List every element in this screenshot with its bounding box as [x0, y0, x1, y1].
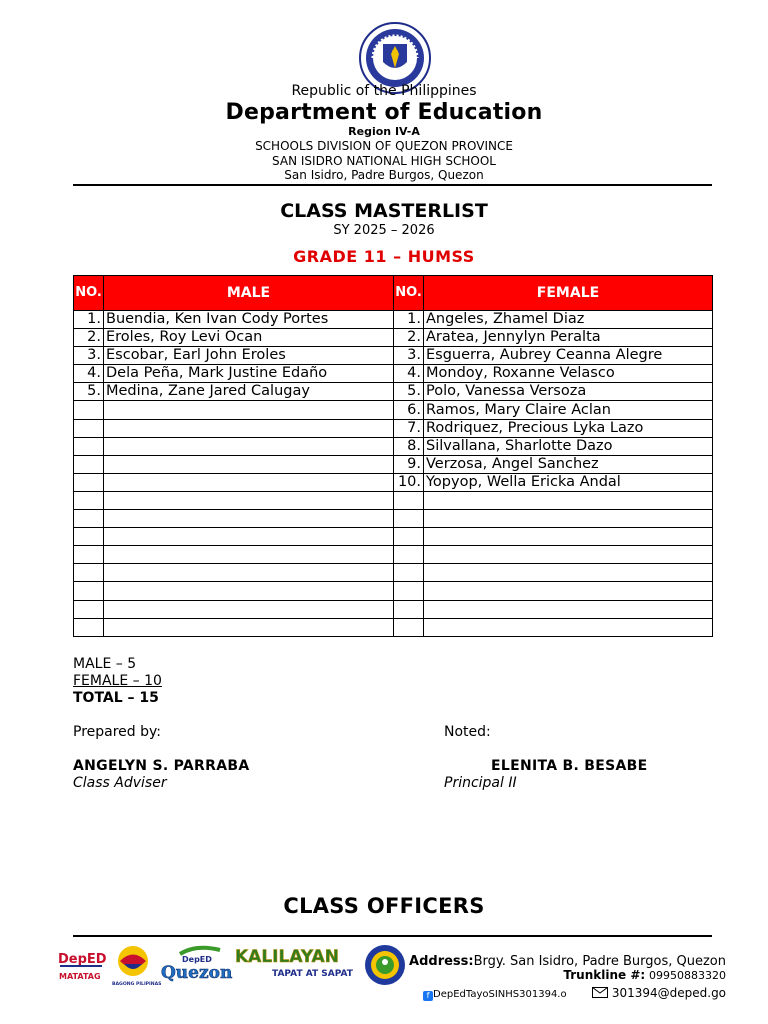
trunkline-value: 09950883320 — [649, 969, 726, 982]
male-no-cell — [74, 455, 104, 473]
kalilayan-logo — [234, 944, 360, 984]
female-name-cell — [424, 491, 713, 509]
female-header: FEMALE — [424, 276, 713, 311]
female-name-cell: Aratea, Jennylyn Peralta — [424, 329, 713, 347]
male-name-cell — [104, 582, 394, 600]
female-count: FEMALE – 10 — [73, 673, 162, 689]
table-row — [74, 329, 713, 347]
footer-facebook[interactable] — [423, 989, 567, 1001]
deped-matatag-icon — [56, 944, 106, 986]
table-row — [74, 528, 713, 546]
female-name-cell: Rodriquez, Precious Lyka Lazo — [424, 419, 713, 437]
male-no-cell: 3. — [74, 347, 104, 365]
male-no-cell: 5. — [74, 383, 104, 401]
male-no-cell — [74, 401, 104, 419]
male-no-cell — [74, 419, 104, 437]
female-no-cell: 5. — [394, 383, 424, 401]
table-row — [74, 437, 713, 455]
male-name-cell: Medina, Zane Jared Calugay — [104, 383, 394, 401]
male-name-cell: Buendia, Ken Ivan Cody Portes — [104, 311, 394, 329]
table-row — [74, 401, 713, 419]
department-title: Department of Education — [225, 100, 543, 125]
female-name-cell — [424, 564, 713, 582]
female-name-cell — [424, 600, 713, 618]
footer-address — [409, 954, 726, 969]
female-no-cell: 9. — [394, 455, 424, 473]
male-no-cell — [74, 564, 104, 582]
facebook-icon: f — [423, 991, 433, 1001]
female-no-cell — [394, 582, 424, 600]
female-name-cell — [424, 528, 713, 546]
female-no-cell — [394, 546, 424, 564]
footer-trunkline — [563, 968, 726, 982]
male-name-cell — [104, 401, 394, 419]
male-no-cell — [74, 582, 104, 600]
female-name-cell — [424, 582, 713, 600]
table-header-row — [74, 276, 713, 311]
prepared-by-label: Prepared by: — [73, 724, 161, 740]
male-name-cell — [104, 491, 394, 509]
female-name-cell: Esguerra, Aubrey Ceanna Alegre — [424, 347, 713, 365]
table-row — [74, 510, 713, 528]
republic-text: Republic of the Philippines — [291, 83, 477, 99]
table-row — [74, 347, 713, 365]
document-title: CLASS MASTERLIST — [280, 200, 488, 222]
table-row — [74, 546, 713, 564]
male-no-cell — [74, 528, 104, 546]
female-no-cell: 10. — [394, 473, 424, 491]
female-no-cell: 4. — [394, 365, 424, 383]
female-no-cell — [394, 528, 424, 546]
header-divider — [73, 184, 712, 186]
footer-divider — [73, 935, 712, 937]
male-no-cell — [74, 437, 104, 455]
school-seal-icon — [364, 944, 406, 986]
school-address: San Isidro, Padre Burgos, Quezon — [284, 168, 484, 182]
female-no-cell — [394, 564, 424, 582]
male-name-cell: Dela Peña, Mark Justine Edaño — [104, 365, 394, 383]
female-name-cell: Ramos, Mary Claire Aclan — [424, 401, 713, 419]
school-name: SAN ISIDRO NATIONAL HIGH SCHOOL — [272, 154, 496, 168]
female-name-cell: Yopyop, Wella Ericka Andal — [424, 473, 713, 491]
table-row — [74, 419, 713, 437]
male-no-cell: 4. — [74, 365, 104, 383]
table-row — [74, 564, 713, 582]
table-row — [74, 618, 713, 636]
noted-label: Noted: — [444, 724, 491, 740]
adviser-name: ANGELYN S. PARRABA — [73, 758, 250, 774]
male-no-cell — [74, 546, 104, 564]
deped-matatag-logo — [56, 944, 106, 986]
class-officers-title: CLASS OFFICERS — [283, 894, 485, 918]
email-address: 301394@deped.go — [611, 986, 727, 1000]
male-no-cell: 1. — [74, 311, 104, 329]
female-name-cell — [424, 546, 713, 564]
table-row — [74, 582, 713, 600]
bagong-pilipinas-text: BAGONG PILIPINAS — [112, 982, 162, 987]
table-row — [74, 491, 713, 509]
quezon-text: Quezon — [161, 963, 233, 983]
female-no-cell — [394, 491, 424, 509]
male-no-cell — [74, 473, 104, 491]
table-row — [74, 455, 713, 473]
male-no-cell: 2. — [74, 329, 104, 347]
address-value: Brgy. San Isidro, Padre Burgos, Quezon — [473, 954, 726, 969]
male-name-cell — [104, 528, 394, 546]
male-name-cell — [104, 510, 394, 528]
bagong-pilipinas-icon — [110, 944, 162, 988]
female-no-cell: 8. — [394, 437, 424, 455]
division-text: SCHOOLS DIVISION OF QUEZON PROVINCE — [255, 139, 513, 153]
table-row — [74, 473, 713, 491]
address-label: Address: — [409, 954, 474, 969]
principal-role: Principal II — [444, 775, 517, 791]
deped-quezon-logo — [160, 944, 232, 984]
school-logo — [364, 944, 406, 986]
female-name-cell — [424, 510, 713, 528]
matatag-text: MATATAG — [59, 972, 101, 981]
male-name-cell — [104, 473, 394, 491]
deped-quezon-icon — [160, 944, 232, 984]
female-name-cell: Angeles, Zhamel Diaz — [424, 311, 713, 329]
female-name-cell: Mondoy, Roxanne Velasco — [424, 365, 713, 383]
female-no-cell — [394, 600, 424, 618]
male-name-cell: Eroles, Roy Levi Ocan — [104, 329, 394, 347]
masterlist-table — [73, 275, 713, 637]
male-no-cell — [74, 618, 104, 636]
kalilayan-sub-text: TAPAT AT SAPAT — [272, 969, 353, 979]
female-no-cell: 2. — [394, 329, 424, 347]
male-name-cell — [104, 419, 394, 437]
table-row — [74, 311, 713, 329]
adviser-role: Class Adviser — [73, 775, 167, 791]
male-name-cell: Escobar, Earl John Eroles — [104, 347, 394, 365]
female-no-cell — [394, 510, 424, 528]
female-no-cell — [394, 618, 424, 636]
male-name-cell — [104, 455, 394, 473]
male-name-cell — [104, 564, 394, 582]
school-year: SY 2025 – 2026 — [333, 223, 435, 238]
trunkline-label: Trunkline #: — [563, 968, 646, 982]
male-count: MALE – 5 — [73, 656, 137, 672]
table-row — [74, 600, 713, 618]
male-name-cell — [104, 618, 394, 636]
male-no-cell — [74, 510, 104, 528]
female-no-cell: 6. — [394, 401, 424, 419]
principal-name: ELENITA B. BESABE — [491, 758, 648, 774]
region-text: Region IV-A — [348, 125, 420, 138]
male-no-header: NO. — [74, 276, 104, 311]
total-count: TOTAL – 15 — [73, 690, 159, 706]
facebook-handle: DepEdTayoSINHS301394.o — [433, 989, 567, 1000]
male-name-cell — [104, 600, 394, 618]
female-no-cell: 1. — [394, 311, 424, 329]
grade-section: GRADE 11 – HUMSS — [293, 247, 475, 266]
female-no-cell: 7. — [394, 419, 424, 437]
male-name-cell — [104, 437, 394, 455]
table-row — [74, 383, 713, 401]
kalilayan-icon — [234, 944, 360, 984]
mail-icon — [592, 987, 608, 998]
footer-email[interactable] — [592, 986, 726, 1000]
male-no-cell — [74, 600, 104, 618]
bagong-pilipinas-logo — [110, 944, 162, 988]
male-name-cell — [104, 546, 394, 564]
table-row — [74, 365, 713, 383]
male-no-cell — [74, 491, 104, 509]
female-no-header: NO. — [394, 276, 424, 311]
female-name-cell — [424, 618, 713, 636]
deped-logo-text: DepED — [58, 952, 107, 967]
quezon-deped-text: DepED — [182, 955, 212, 964]
female-name-cell: Verzosa, Angel Sanchez — [424, 455, 713, 473]
kalilayan-text: KALILAYAN — [235, 947, 339, 967]
female-name-cell: Polo, Vanessa Versoza — [424, 383, 713, 401]
male-header: MALE — [104, 276, 394, 311]
female-no-cell: 3. — [394, 347, 424, 365]
female-name-cell: Silvallana, Sharlotte Dazo — [424, 437, 713, 455]
